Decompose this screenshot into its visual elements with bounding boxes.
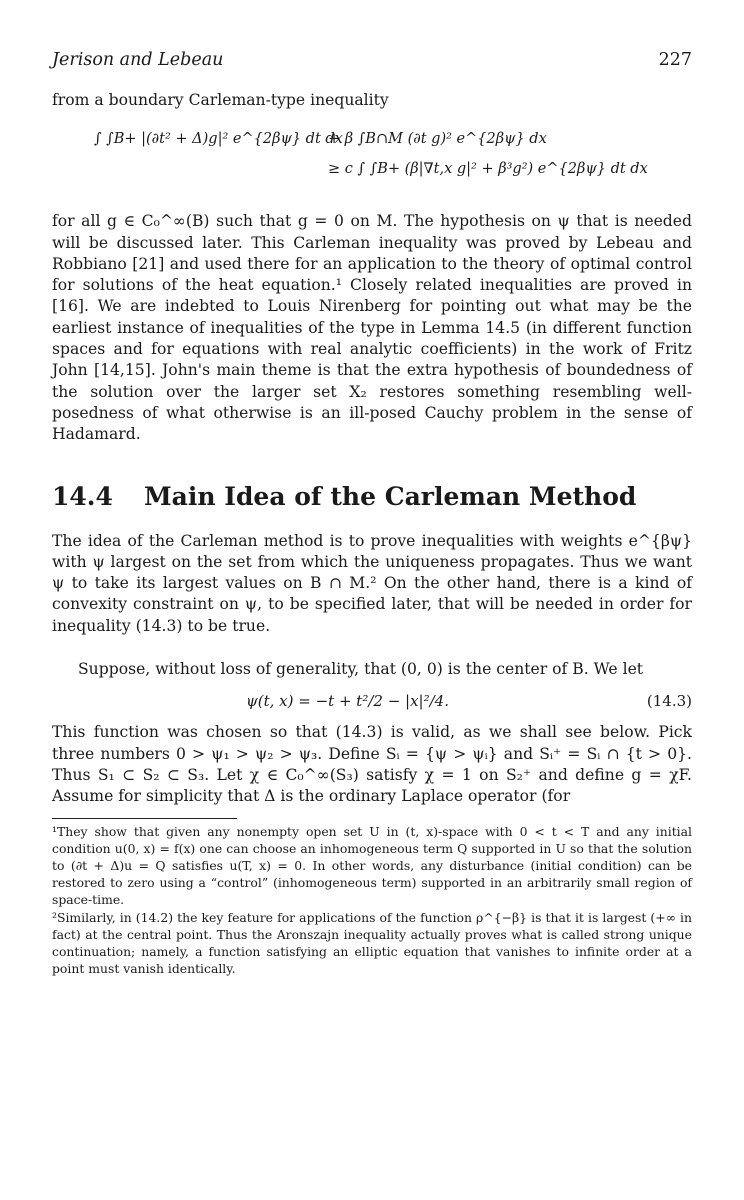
paragraph-3: Suppose, without loss of generality, that (0, 0) is the center of B. We let: [78, 660, 644, 679]
page: [52, 50, 692, 977]
section-heading: [52, 482, 692, 511]
display-equation: [52, 692, 692, 710]
running-header: [52, 50, 692, 70]
carleman-inequality: [52, 127, 692, 193]
footnote-rule: [52, 818, 237, 819]
footnote-2: ²Similarly, in (14.2) the key feature for applications of the function ρ^{−β} is that it is largest (+∞ in fact) at the central point. Thus the Aronszajn inequality actually proves what is called strong unique continuation; namely, a function satisfying an elliptic equation that vanishes to infinite order at a point must vanish identically.: [52, 909, 692, 977]
paragraph-4: This function was chosen so that (14.3) is valid, as we shall see below. Pick three numbers 0 > ψ₁ > ψ₂ > ψ₃. Define Sᵢ = {ψ > ψᵢ} and Sᵢ⁺ = Sᵢ ∩ {t > 0}. Thus S₁ ⊂ S₂ ⊂ S₃. Let χ ∈ C₀^∞(S₃) satisfy χ = 1 on S₂⁺ and define g = χF. Assume for simplicity that Δ is the ordinary Laplace operator (for: [52, 723, 692, 806]
inequality-line1-right: + β ∫B∩M (∂t g)² e^{2βψ} dx: [328, 131, 547, 148]
page-number: 227: [658, 50, 692, 70]
equation-formula: ψ(t, x) = −t + t²/2 − |x|²/4.: [246, 692, 449, 711]
section-number: 14.4: [52, 481, 113, 511]
intro-line: from a boundary Carleman-type inequality: [52, 91, 389, 109]
inequality-line2: ≥ c ∫ ∫B+ (β|∇t,x g|² + β³g²) e^{2βψ} dt dx: [328, 161, 648, 178]
inequality-line1-left: ∫ ∫B+ |(∂t² + Δ)g|² e^{2βψ} dt dx: [94, 131, 343, 148]
footnote-1: ¹They show that given any nonempty open set U in (t, x)-space with 0 < t < T and any initial condition u(0, x) = f(x) one can choose an inhomogeneous term Q supported in U so that the solution to (∂t + Δ)u = Q satisfies u(T, x) = 0. In other words, any disturbance (initial condition) can be restored to zero using a “control” (inhomogeneous term) supported in an arbitrarily small region of space-time.: [52, 823, 692, 908]
section-title: Main Idea of the Carleman Method: [144, 481, 637, 511]
equation-label: (14.3): [646, 692, 692, 711]
running-head-authors: Jerison and Lebeau: [52, 50, 224, 70]
paragraph-2: The idea of the Carleman method is to prove inequalities with weights e^{βψ} with ψ largest on the set from which the uniqueness propagates. Thus we want ψ to take its largest values on B ∩ M.² On the other hand, there is a kind of convexity constraint on ψ, to be specified later, that will be needed in order for inequality (14.3) to be true.: [52, 531, 692, 635]
paragraph-1: for all g ∈ C₀^∞(B) such that g = 0 on M. The hypothesis on ψ that is needed will be discussed later. This Carleman inequality was proved by Lebeau and Robbiano [21] and used there for an application to the theory of optimal control for solutions of the heat equation.¹ Closely related inequalities are proved in [16]. We are indebted to Louis Nirenberg for pointing out what may be the earliest instance of inequalities of the type in Lemma 14.5 (in different function spaces and for equations with real analytic coefficients) in the work of Fritz John [14,15]. John's main theme is that the extra hypothesis of boundedness of the solution over the larger set X₂ restores something resembling well-posedness of what otherwise is an ill-posed Cauchy problem in the sense of Hadamard.: [52, 212, 692, 444]
